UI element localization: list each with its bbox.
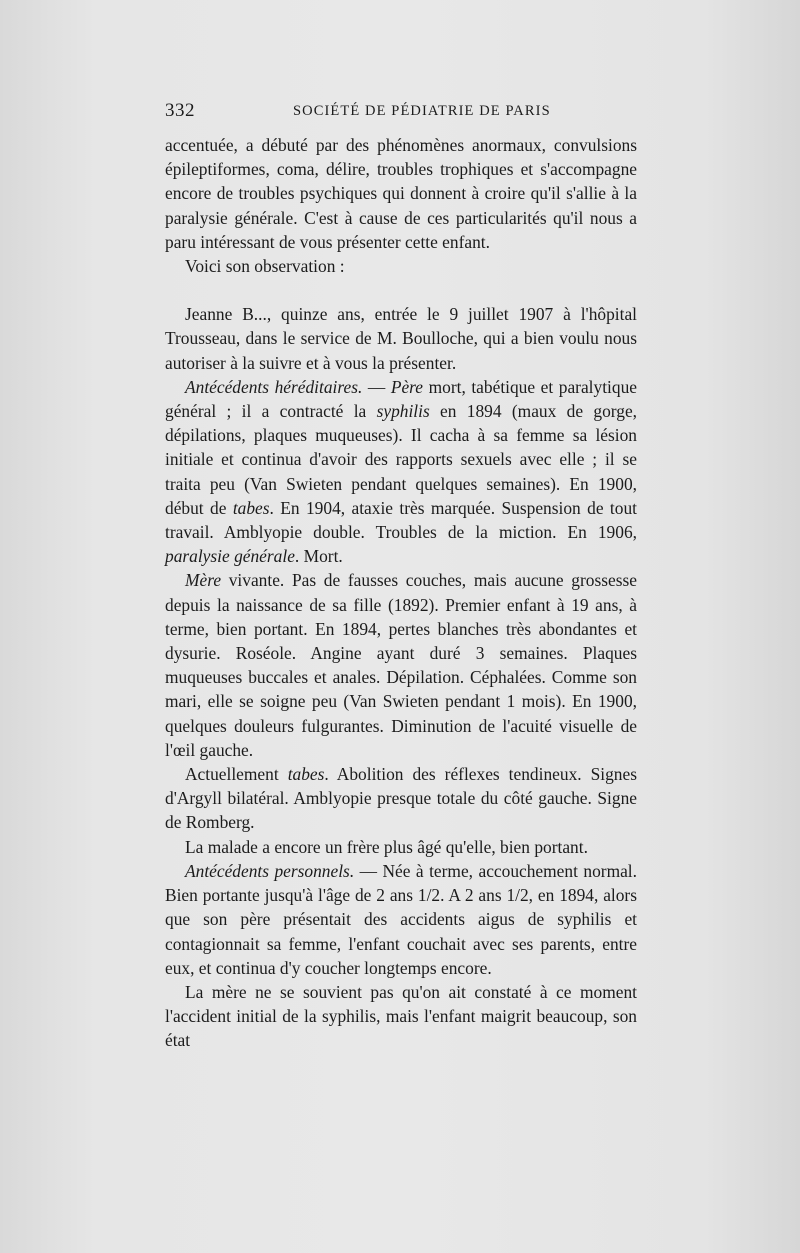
term-syphilis: syphilis: [376, 401, 430, 422]
term-mother: Mère: [185, 570, 222, 591]
paragraph-personal-history: Antécédents personnels. — Née à terme, accouchement normal. Bien portante jusqu'à l'âge de 2 ans 1/2. A 2 ans 1/2, en 1894, alors que son père présentait des accidents aigus de syphilis et contagionnait sa femme, l'enfant couchait avec ses parents, entre eux, et continua d'y coucher longtemps encore.: [165, 860, 637, 978]
paragraph-hereditary-history: Antécédents héréditaires. — Père mort, tabétique et paralytique général ; il a contracté la syphilis en 1894 (maux de gorge, dépilations, plaques muqueuses). Il cacha à sa femme sa lésion initiale et continua d'avoir des rapports sexuels avec elle ; il se traita peu (Van Swieten pendant quelques semaines). En 1900, début de tabes. En 1904, ataxie très marquée. Suspension de tout travail. Amblyopie double. Troubles de la miction. En 1906, paralysie générale. Mort.: [165, 376, 638, 567]
term-tabes-current: tabes: [287, 764, 325, 785]
body-text: [165, 133, 637, 1053]
term-father: Père: [390, 376, 424, 397]
paragraph-brother: La malade a encore un frère plus âgé qu'elle, bien portant.: [185, 836, 588, 857]
paragraph-observation-lead: Voici son observation :: [185, 256, 345, 277]
paragraph-patient: Jeanne B..., quinze ans, entrée le 9 juillet 1907 à l'hôpital Trousseau, dans le service de M. Boulloche, qui a bien voulu nous autoriser à la suivre et à vous la présenter.: [165, 304, 637, 373]
paragraph-intro: accentuée, a débuté par des phénomènes anormaux, convulsions épileptiformes, coma, délire, troubles trophiques et s'accompagne encore de troubles psychiques qui donnent à croire qu'il s'allie à la paralysie générale. C'est à cause de ces particularités qu'il nous a paru intéressant de vous présenter cette enfant.: [165, 135, 637, 252]
paragraph-mother-memory: La mère ne se souvient pas qu'on ait constaté à ce moment l'accident initial de la syphilis, mais l'enfant maigrit beaucoup, son état: [165, 981, 637, 1051]
term-general-paralysis: paralysie générale: [165, 546, 295, 567]
paragraph-current-state: Actuellement tabes. Abolition des réflexes tendineux. Signes d'Argyll bilatéral. Amblyopie presque totale du côté gauche. Signe de Romberg.: [165, 764, 637, 833]
section-heading-hereditary: Antécédents héréditaires.: [185, 376, 363, 397]
running-head: [165, 100, 637, 124]
term-tabes: tabes: [232, 497, 270, 518]
paragraph-mother: Mère vivante. Pas de fausses couches, mais aucune grossesse depuis la naissance de sa fille (1892). Premier enfant à 19 ans, à terme, bien portant. En 1894, pertes blanches très abondantes et dysurie. Roséole. Angine ayant duré 3 semaines. Plaques muqueuses buccales et anales. Dépilation. Céphalées. Comme son mari, elle se soigne peu (Van Swieten pendant 1 mois). En 1900, quelques douleurs fulgurantes. Diminution de l'acuité visuelle de l'œil gauche.: [165, 570, 637, 760]
page-number: 332: [165, 100, 195, 121]
journal-title: SOCIÉTÉ DE PÉDIATRIE DE PARIS: [293, 103, 551, 119]
section-heading-personal: Antécédents personnels.: [185, 860, 355, 881]
